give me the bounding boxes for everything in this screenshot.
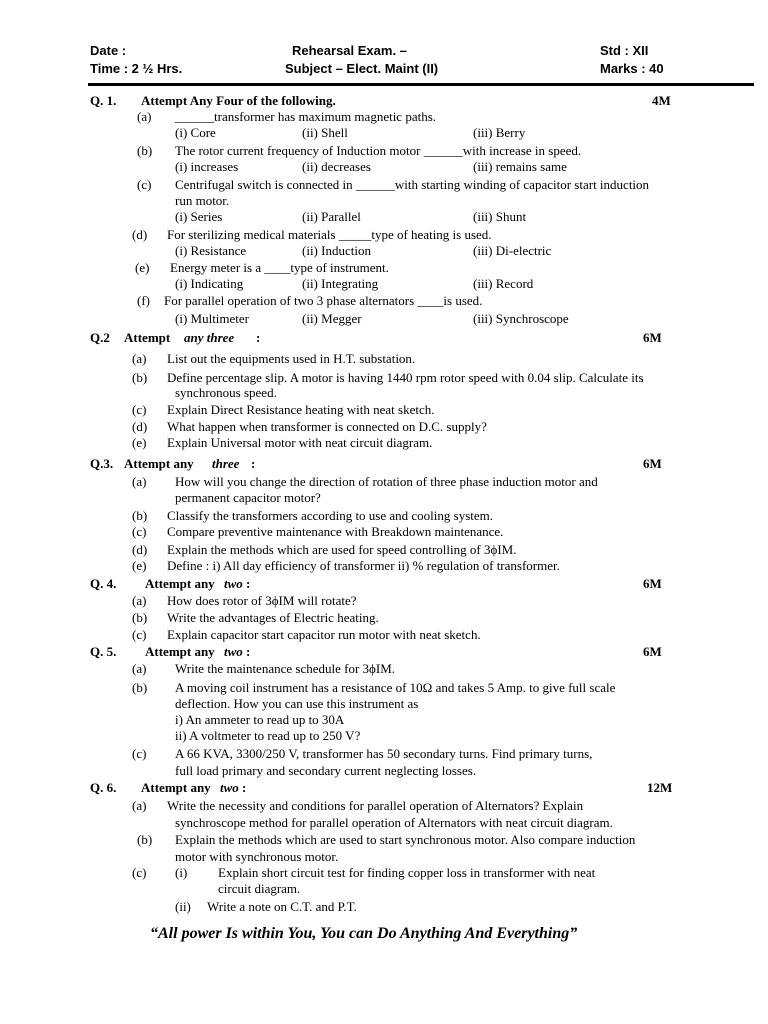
q4c-label: (c) <box>132 627 147 642</box>
q3d-label: (d) <box>132 542 148 557</box>
q4c-text: Explain capacitor start capacitor run motor with neat sketch. <box>167 627 481 642</box>
q6c-text: Explain short circuit test for finding copper loss in transformer with neat <box>218 865 596 880</box>
q2-colon: : <box>256 330 261 345</box>
q5c-label: (c) <box>132 746 147 761</box>
q5-marks: 6M <box>643 644 662 659</box>
q3-colon: : <box>251 456 256 471</box>
q1c-label: (c) <box>137 177 152 192</box>
q1e-option1: (i) Indicating <box>175 276 244 291</box>
q6c-sub-i: (i) <box>175 865 188 880</box>
q4-colon: : <box>246 576 251 591</box>
date-label: Date : <box>90 43 127 58</box>
q5b-part-i: i) An ammeter to read up to 30A <box>175 712 345 727</box>
q3-any: three <box>212 456 240 471</box>
q1b-option1: (i) increases <box>175 159 239 174</box>
exam-title: Rehearsal Exam. – <box>292 43 407 58</box>
q1e-label: (e) <box>135 260 150 275</box>
subject-label: Subject – Elect. Maint (II) <box>285 61 439 76</box>
q2a-label: (a) <box>132 351 147 366</box>
q6-marks: 12M <box>647 780 673 795</box>
q6c-text-ii: Write a note on C.T. and P.T. <box>207 899 357 914</box>
q6c-label: (c) <box>132 865 147 880</box>
q2d-text: What happen when transformer is connected on D.C. supply? <box>167 419 487 434</box>
q1d-text: For sterilizing medical materials _____type of heating is used. <box>167 227 492 242</box>
q1d-option3: (iii) Di-electric <box>473 243 552 258</box>
q2d-label: (d) <box>132 419 148 434</box>
q1b-label: (b) <box>137 143 153 158</box>
q1a-option2: (ii) Shell <box>302 125 348 140</box>
q4-any: two <box>224 576 243 591</box>
header-divider <box>88 83 754 86</box>
q1b-option3: (iii) remains same <box>473 159 567 174</box>
q1-title: Attempt Any Four of the following. <box>141 93 336 108</box>
q1d-option1: (i) Resistance <box>175 243 247 258</box>
q1e-option2: (ii) Integrating <box>302 276 379 291</box>
q3-number: Q.3. <box>90 456 114 471</box>
q1f-option1: (i) Multimeter <box>175 311 250 326</box>
q6a-text-cont: synchroscope method for parallel operation of Alternators with neat circuit diagram. <box>175 815 613 830</box>
q1-number: Q. 1. <box>90 93 117 108</box>
q5-attempt: Attempt any <box>145 644 215 659</box>
q1a-label: (a) <box>137 109 152 124</box>
q5a-label: (a) <box>132 661 147 676</box>
q4-marks: 6M <box>643 576 662 591</box>
q2b-text-cont: synchronous speed. <box>175 385 277 400</box>
q3d-text: Explain the methods which are used for speed controlling of 3ϕIM. <box>167 542 517 557</box>
q5a-text: Write the maintenance schedule for 3ϕIM. <box>175 661 396 676</box>
q3c-text: Compare preventive maintenance with Breakdown maintenance. <box>167 524 504 539</box>
std-label: Std : XII <box>600 43 649 58</box>
q4-attempt: Attempt any <box>145 576 215 591</box>
q2-any: any three <box>184 330 235 345</box>
q6-number: Q. 6. <box>90 780 117 795</box>
q2b-label: (b) <box>132 370 148 385</box>
q1-marks: 4M <box>652 93 671 108</box>
q1a-option1: (i) Core <box>175 125 216 140</box>
q1c-option3: (iii) Shunt <box>473 209 527 224</box>
q3b-text: Classify the transformers according to use and cooling system. <box>167 508 494 523</box>
q3a-label: (a) <box>132 474 147 489</box>
q4b-label: (b) <box>132 610 148 625</box>
q6-attempt: Attempt any <box>141 780 211 795</box>
q5c-text: A 66 KVA, 3300/250 V, transformer has 50 secondary turns. Find primary turns, <box>175 746 593 761</box>
q1e-text: Energy meter is a ____type of instrument. <box>170 260 389 275</box>
q5c-text-cont: full load primary and secondary current neglecting losses. <box>175 763 477 778</box>
q1c-text-cont: run motor. <box>175 193 230 208</box>
q5b-label: (b) <box>132 680 148 695</box>
q3-marks: 6M <box>643 456 662 471</box>
q2c-text: Explain Direct Resistance heating with neat sketch. <box>167 402 435 417</box>
q5b-text: A moving coil instrument has a resistance of 10Ω and takes 5 Amp. to give full scale <box>175 680 616 695</box>
q6-colon: : <box>242 780 247 795</box>
q6c-sub-ii: (ii) <box>175 899 191 914</box>
q4-number: Q. 4. <box>90 576 117 591</box>
q1a-option3: (iii) Berry <box>473 125 526 140</box>
q2-attempt: Attempt <box>124 330 171 345</box>
q6b-text: Explain the methods which are used to start synchronous motor. Also compare induction <box>175 832 636 847</box>
q2a-text: List out the equipments used in H.T. substation. <box>167 351 416 366</box>
q1d-label: (d) <box>132 227 148 242</box>
marks-label: Marks : 40 <box>600 61 664 76</box>
q2c-label: (c) <box>132 402 147 417</box>
q5b-text-cont: deflection. How you can use this instrument as <box>175 696 419 711</box>
q6-any: two <box>220 780 239 795</box>
q1b-option2: (ii) decreases <box>302 159 371 174</box>
q6a-text: Write the necessity and conditions for parallel operation of Alternators? Explain <box>167 798 584 813</box>
q4a-label: (a) <box>132 593 147 608</box>
footer-quote: “All power Is within You, You can Do Anything And Everything” <box>150 925 578 942</box>
q3c-label: (c) <box>132 524 147 539</box>
q5-any: two <box>224 644 243 659</box>
q4b-text: Write the advantages of Electric heating. <box>167 610 379 625</box>
q5-colon: : <box>246 644 251 659</box>
q6c-text-cont: circuit diagram. <box>218 881 301 896</box>
time-label: Time : 2 ½ Hrs. <box>90 61 183 76</box>
q4a-text: How does rotor of 3ϕIM will rotate? <box>167 593 357 608</box>
q2e-label: (e) <box>132 435 147 450</box>
q6a-label: (a) <box>132 798 147 813</box>
q2e-text: Explain Universal motor with neat circuit diagram. <box>167 435 433 450</box>
q1b-text: The rotor current frequency of Induction motor ______with increase in speed. <box>175 143 582 158</box>
q1f-option3: (iii) Synchroscope <box>473 311 569 326</box>
q1e-option3: (iii) Record <box>473 276 534 291</box>
q3e-text: Define : i) All day efficiency of transformer ii) % regulation of transformer. <box>167 558 560 573</box>
q1f-text: For parallel operation of two 3 phase alternators ____is used. <box>164 293 483 308</box>
q1c-option1: (i) Series <box>175 209 223 224</box>
q5-number: Q. 5. <box>90 644 117 659</box>
q1c-option2: (ii) Parallel <box>302 209 361 224</box>
q2-marks: 6M <box>643 330 662 345</box>
q2-number: Q.2 <box>90 330 110 345</box>
q3a-text: How will you change the direction of rotation of three phase induction motor and <box>175 474 598 489</box>
q1c-text: Centrifugal switch is connected in ______with starting winding of capacitor start induction <box>175 177 650 192</box>
q3a-text-cont: permanent capacitor motor? <box>175 490 321 505</box>
q1a-text: ______transformer has maximum magnetic paths. <box>175 109 437 124</box>
q3e-label: (e) <box>132 558 147 573</box>
q6b-text-cont: motor with synchronous motor. <box>175 849 339 864</box>
q5b-part-ii: ii) A voltmeter to read up to 250 V? <box>175 728 361 743</box>
q1f-label: (f) <box>137 293 150 308</box>
q3-attempt: Attempt any <box>124 456 194 471</box>
q1d-option2: (ii) Induction <box>302 243 371 258</box>
q6b-label: (b) <box>137 832 153 847</box>
q2b-text: Define percentage slip. A motor is having 1440 rpm rotor speed with 0.04 slip. Calculate its <box>167 370 644 385</box>
q1f-option2: (ii) Megger <box>302 311 362 326</box>
q3b-label: (b) <box>132 508 148 523</box>
